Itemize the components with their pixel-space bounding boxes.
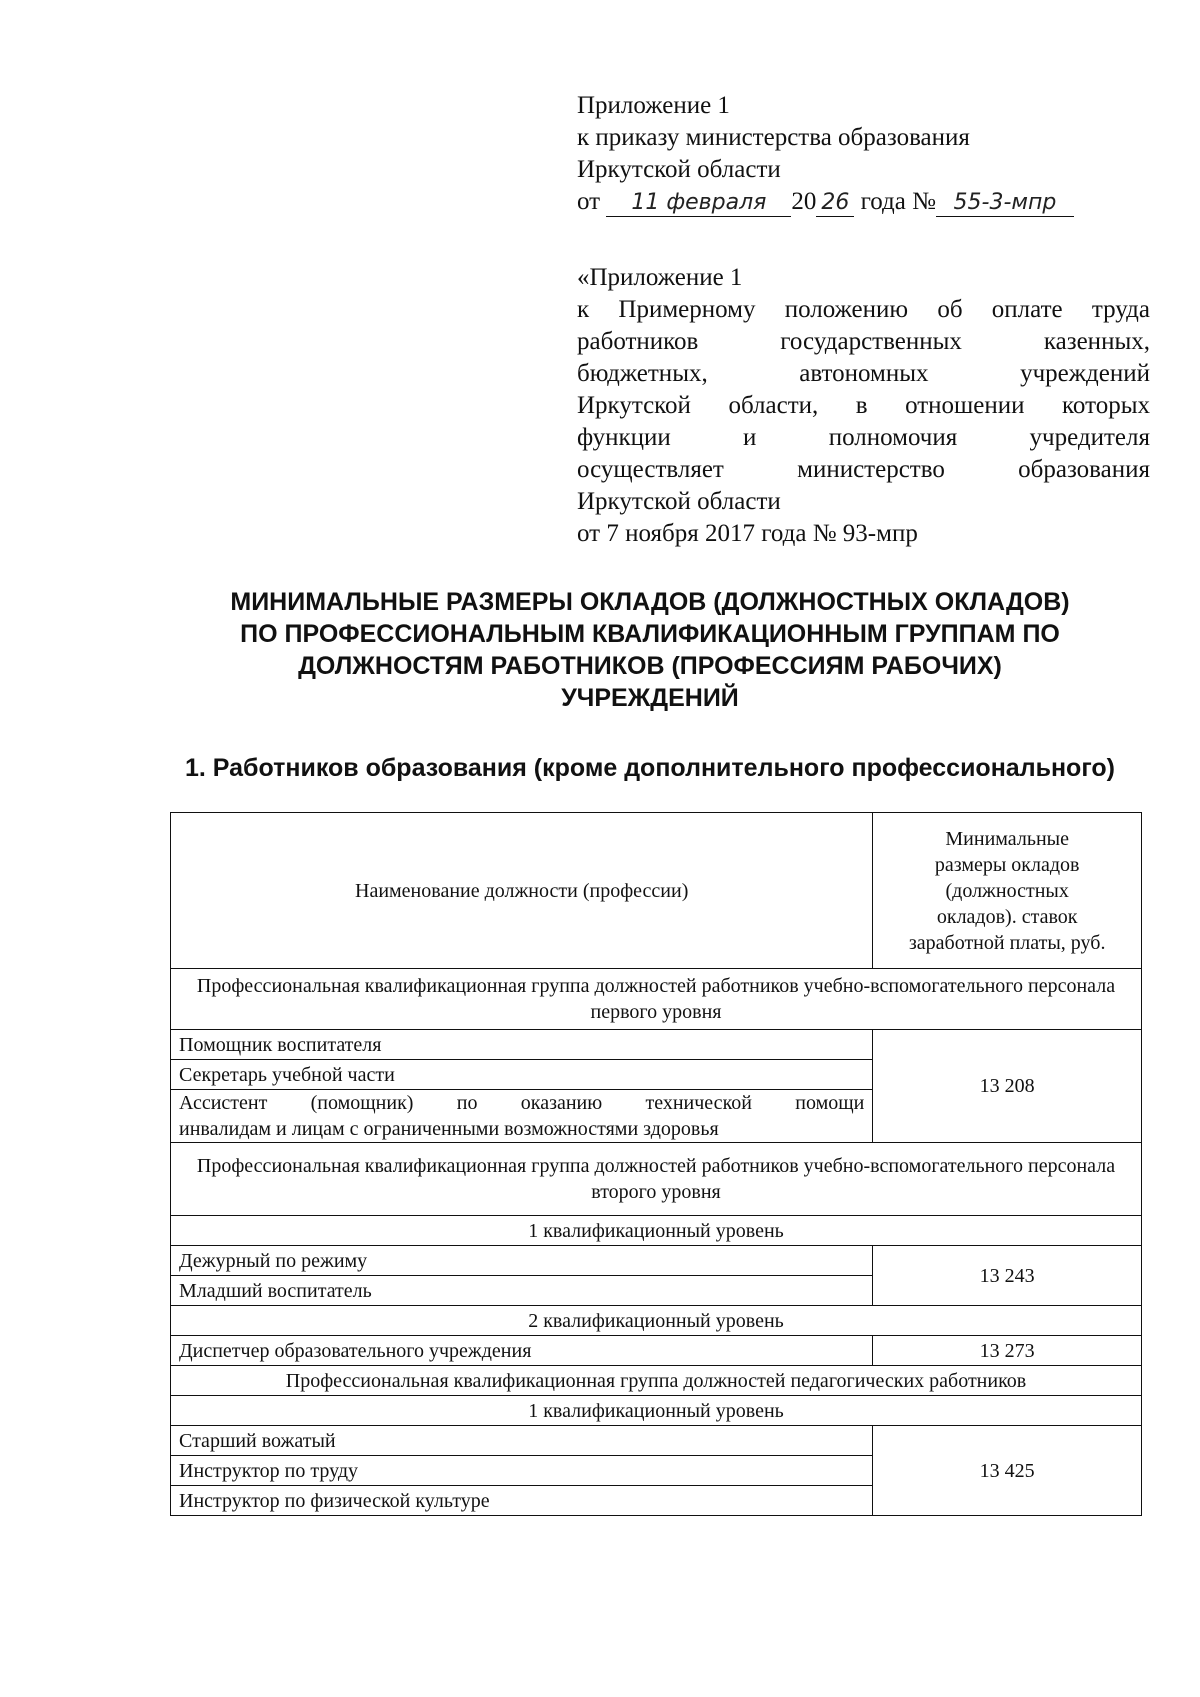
header-min-salary-line4: окладов). ставок: [936, 905, 1078, 928]
group-row: [171, 1143, 1142, 1216]
section-heading: 1. Работников образования (кроме дополнительного профессионального): [184, 754, 1116, 782]
position-cell: [171, 1090, 873, 1143]
title-line3: ДОЛЖНОСТЯМ РАБОТНИКОВ (ПРОФЕССИЯМ РАБОЧИХ): [298, 652, 1002, 680]
year-prefix: 20: [791, 188, 817, 215]
annex2-line8: Иркутской области: [577, 488, 781, 515]
level-row: [171, 1216, 1142, 1246]
table-row: [171, 1030, 1142, 1060]
salary-table: [170, 812, 1142, 1516]
annex2-line5: Иркутской области, в отношении которых: [577, 392, 1150, 419]
annex-order-reference: [577, 90, 1150, 218]
level-title: 1 квалификационный уровень: [171, 1396, 1142, 1426]
group-row: [171, 1366, 1142, 1396]
title-line1: МИНИМАЛЬНЫЕ РАЗМЕРЫ ОКЛАДОВ (ДОЛЖНОСТНЫХ ОКЛАДОВ): [230, 588, 1070, 616]
position-cell: Дежурный по режиму: [171, 1246, 873, 1276]
annex1-date-line: [577, 186, 1150, 218]
group1-title: Профессиональная квалификационная группа должностей работников учебно-вспомогательного персонала первого уровня: [171, 969, 1142, 1030]
position-cell: Помощник воспитателя: [171, 1030, 873, 1060]
annex2-line4: бюджетных, автономных учреждений: [577, 360, 1150, 387]
salary-value-cell: 13 425: [873, 1426, 1142, 1516]
header-min-salary-line5: заработной платы, руб.: [908, 931, 1106, 954]
salary-value-cell: 13 273: [873, 1336, 1142, 1366]
level-row: [171, 1306, 1142, 1336]
table-row: [171, 1336, 1142, 1366]
annex-regulation-reference: [577, 262, 1150, 550]
group2-title: Профессиональная квалификационная группа должностей работников учебно-вспомогательного персонала второго уровня: [171, 1143, 1142, 1216]
position-cell: Инструктор по физической культуре: [171, 1486, 873, 1516]
header-min-salary-line2: размеры окладов: [934, 853, 1080, 876]
annex2-line7: осуществляет министерство образования: [577, 456, 1150, 483]
table-header-row: [171, 813, 1142, 969]
position-cell: Инструктор по труду: [171, 1456, 873, 1486]
document-title: [150, 586, 1150, 714]
header-min-salary: [873, 813, 1142, 969]
level-title: 1 квалификационный уровень: [171, 1216, 1142, 1246]
header-position-name: Наименование должности (профессии): [171, 813, 873, 969]
annex2-line3: работников государственных казенных,: [577, 328, 1150, 355]
group-row: [171, 969, 1142, 1030]
position-cell-line2: инвалидам и лицам с ограниченными возможностями здоровья: [179, 1118, 719, 1140]
header-min-salary-line1: Минимальные: [945, 827, 1069, 850]
group3-title: Профессиональная квалификационная группа должностей педагогических работников: [171, 1366, 1142, 1396]
salary-value-cell: 13 243: [873, 1246, 1142, 1306]
table-row: [171, 1246, 1142, 1276]
level-title: 2 квалификационный уровень: [171, 1306, 1142, 1336]
year-suffix: года №: [860, 188, 936, 215]
position-cell: Младший воспитатель: [171, 1276, 873, 1306]
level-row: [171, 1396, 1142, 1426]
title-line2: ПО ПРОФЕССИОНАЛЬНЫМ КВАЛИФИКАЦИОННЫМ ГРУППАМ ПО: [240, 620, 1060, 648]
annex2-line1: «Приложение 1: [577, 264, 743, 291]
position-cell-line1: Ассистент (помощник) по оказанию технической помощи: [179, 1092, 865, 1114]
annex2-line6: функции и полномочия учредителя: [577, 424, 1150, 451]
salary-value-cell: 13 208: [873, 1030, 1142, 1143]
annex1-line3: Иркутской области: [577, 156, 781, 183]
header-min-salary-line3: (должностных: [945, 879, 1069, 902]
handwritten-year: 26: [816, 190, 854, 217]
table-row: [171, 1426, 1142, 1456]
annex1-line1: Приложение 1: [577, 92, 730, 119]
title-line4: УЧРЕЖДЕНИЙ: [561, 684, 739, 712]
handwritten-date: 11 февраля: [606, 190, 791, 217]
position-cell: Диспетчер образовательного учреждения: [171, 1336, 873, 1366]
annex2-line2: к Примерному положению об оплате труда: [577, 296, 1150, 323]
handwritten-order-number: 55-3-мпр: [936, 190, 1074, 217]
position-cell: Секретарь учебной части: [171, 1060, 873, 1090]
annex2-line9: от 7 ноября 2017 года № 93-мпр: [577, 520, 918, 547]
position-cell: Старший вожатый: [171, 1426, 873, 1456]
date-prefix: от: [577, 188, 601, 215]
annex1-line2: к приказу министерства образования: [577, 124, 970, 151]
